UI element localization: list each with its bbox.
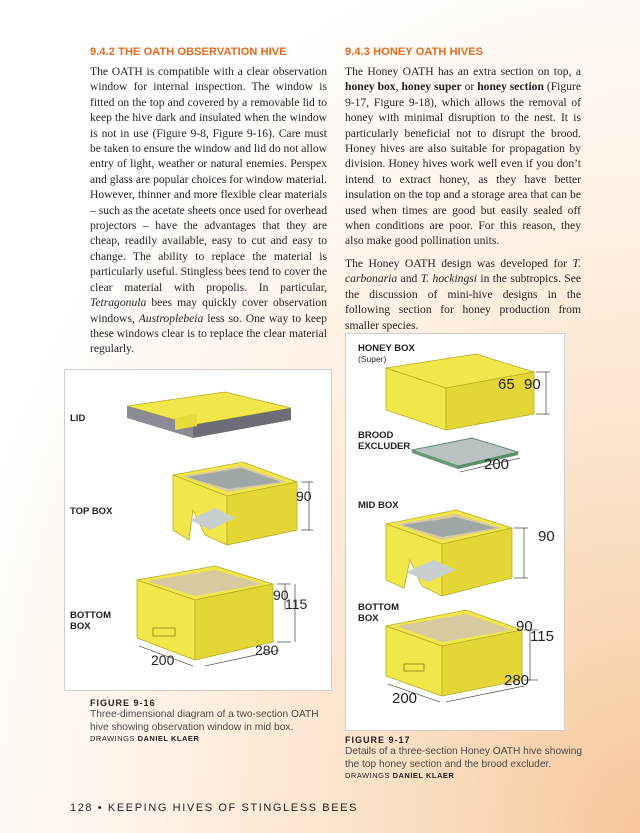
dimension-depth: 280 [255, 642, 279, 658]
figure-9-17-caption [345, 735, 595, 780]
dimension-honey-height: 90 [524, 376, 541, 393]
section-heading: 9.4.3 HONEY OATH HIVES [345, 46, 484, 58]
honey-box-label: HONEY BOX [358, 343, 415, 354]
dimension-bottom-height-2: 115 [285, 596, 308, 612]
lid-label: LID [70, 413, 86, 424]
mid-box-drawing [386, 510, 512, 596]
top-box-label: TOP BOX [70, 506, 113, 517]
figure-9-16-caption [90, 698, 330, 743]
brood-excluder-label: BROOD EXCLUDER [358, 430, 411, 452]
left-column [90, 46, 327, 364]
body-paragraph: The Honey OATH has an extra section on top, a honey box, honey super or honey section (Figure 9-17, Figure 9-18), which allows the removal of honey with minimal disruption to the nest. It is particularly beneficial not to disrupt the brood. Honey hives are also suitable for propagation by division. Honey hives work well even if you don’t intend to extract honey, as they have better insulation on the top and a storage area that can be used when times are good but easily sealed off when conditions are poor. For this reason, they also make good pollination units. [345, 65, 581, 248]
caption-text: Three-dimensional diagram of a two-section OATH hive showing observation window in mid box. [90, 709, 319, 733]
figure-9-17-drawing [346, 334, 564, 730]
bottom-box-label: BOTTOM BOX [70, 610, 111, 632]
dimension-width: 200 [392, 690, 418, 707]
dimension-honey-width: 65 [498, 376, 515, 393]
caption-credit: DRAWINGS DANIEL KLAER [90, 734, 200, 743]
figure-9-17-panel [345, 333, 565, 731]
dimension-mid-height: 90 [538, 528, 555, 545]
page-footer: 128 • KEEPING HIVES OF STINGLESS BEES [70, 802, 359, 814]
mid-box-label: MID BOX [358, 500, 399, 511]
bottom-box-drawing [386, 610, 522, 696]
bottom-box-label: BOTTOM BOX [358, 602, 399, 624]
top-box-drawing [173, 462, 297, 545]
caption-title: FIGURE 9-17 [345, 735, 411, 745]
dimension-excluder: 200 [484, 456, 510, 473]
lid-drawing [127, 392, 291, 438]
super-label: (Super) [358, 354, 387, 364]
figure-9-16-panel [64, 369, 332, 691]
body-paragraph: The Honey OATH design was developed for T. carbonaria and T. hockingsi in the subtropics. See the discussion of mini-hive designs in the following section for honey production from smaller species. [345, 256, 582, 332]
caption-text: Details of a three-section Honey OATH hive showing the top honey section and the brood excluder. [345, 746, 583, 770]
section-heading: 9.4.2 THE OATH OBSERVATION HIVE [90, 46, 287, 58]
figure-9-16-drawing [65, 370, 331, 690]
dimension-bottom-height: 90 [273, 587, 289, 603]
dimension-depth: 280 [504, 672, 530, 689]
right-column [345, 46, 581, 340]
dimension-top-height: 90 [296, 488, 312, 504]
bottom-box-drawing [137, 566, 273, 660]
body-paragraph: The OATH is compatible with a clear observation window for internal inspection. The window is fitted on the top and covered by a removable lid to keep the hive dark and insulated when the window is not in use (Figure 9-8, Figure 9-16). Care must be taken to ensure the window and lid do not allow entry of light, weather or natural enemies. Perspex and glass are popular choices for window material. However, thinner and more flexible clear materials – such as the acetate sheets once used for overhead projectors – have the advantages that they are cheap, readily available, easy to cut and easy to change. The ability to replace the material is particularly useful. Stingless bees tend to cover the clear material with propolis. In particular, Tetragonula bees may quickly cover observation windows, Austroplebeia less so. One way to keep these windows clear is to replace the clear material regularly. [90, 65, 327, 356]
dimension-bottom-height: 90 [516, 618, 533, 635]
caption-credit: DRAWINGS DANIEL KLAER [345, 771, 455, 780]
caption-title: FIGURE 9-16 [90, 698, 156, 708]
dimension-width: 200 [151, 652, 175, 668]
dimension-bottom-height-2: 115 [530, 628, 554, 645]
